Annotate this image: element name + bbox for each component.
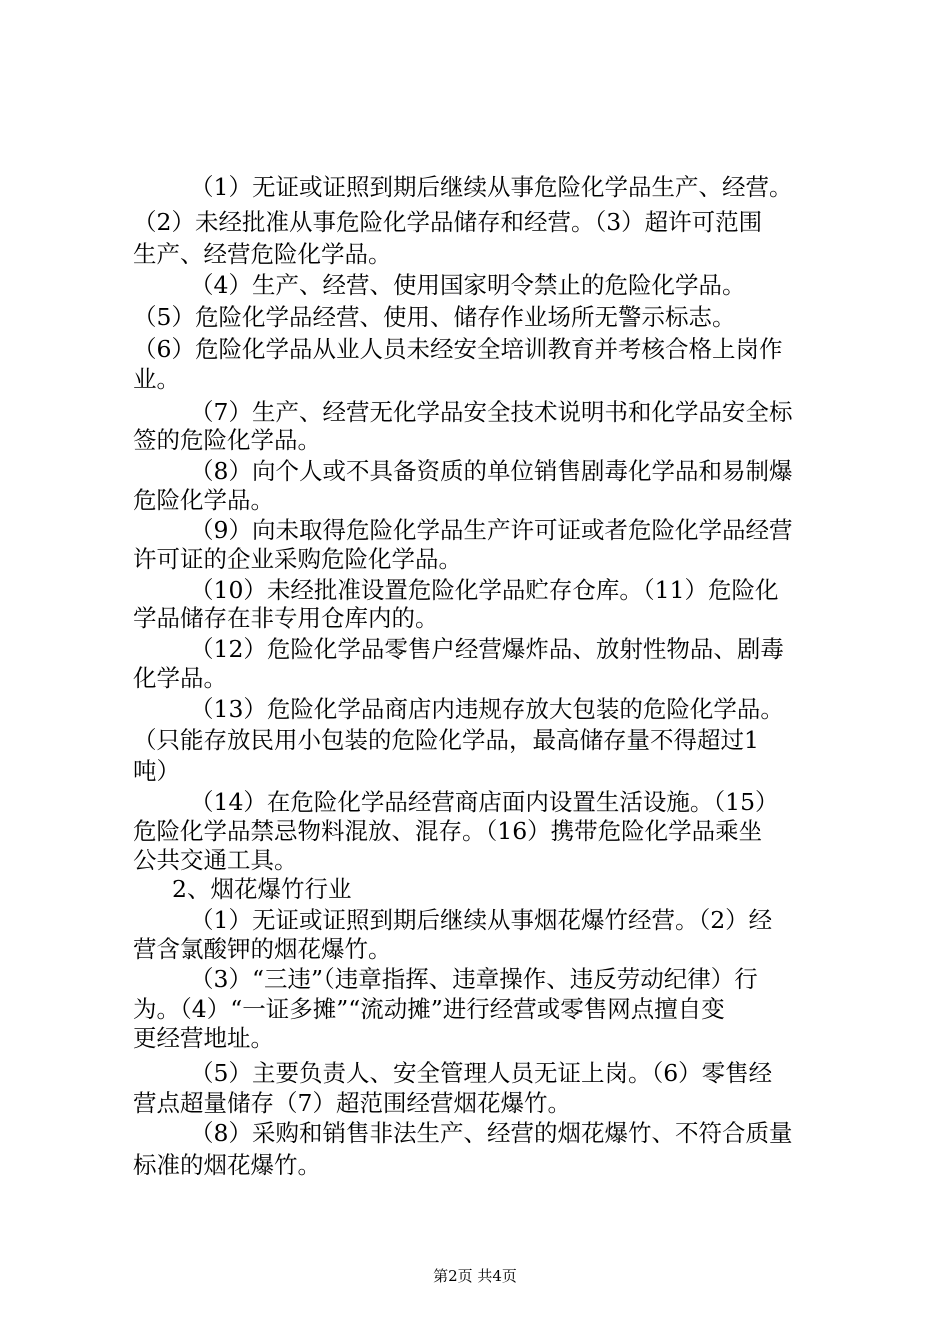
text-line: 标准的烟花爆竹。 xyxy=(133,1151,321,1179)
text-line: 营点超量储存（7）超范围经营烟花爆竹。 xyxy=(133,1089,571,1117)
text-line: 签的危险化学品。 xyxy=(133,426,321,454)
text-line: 生产、经营危险化学品。 xyxy=(133,240,392,268)
text-line: 营含氯酸钾的烟花爆竹。 xyxy=(133,935,392,963)
text-line: 化学品。 xyxy=(133,664,227,692)
text-line: （1）无证或证照到期后继续从事烟花爆竹经营。（2）经 xyxy=(190,906,773,934)
text-line: 学品储存在非专用仓库内的。 xyxy=(133,604,439,632)
text-line: （12）危险化学品零售户经营爆炸品、放射性物品、剧毒 xyxy=(190,635,784,663)
page-number-footer: 第2页 共4页 xyxy=(433,1267,517,1285)
text-line: 许可证的企业采购危险化学品。 xyxy=(133,545,462,573)
text-line: 业。 xyxy=(133,365,180,393)
text-line: （9）向未取得危险化学品生产许可证或者危险化学品经营 xyxy=(190,516,793,544)
text-line: 危险化学品禁忌物料混放、混存。（16）携带危险化学品乘坐 xyxy=(133,817,763,845)
text-line: 危险化学品。 xyxy=(133,486,274,514)
text-line: （只能存放民用小包装的危险化学品，最高储存量不得超过1 xyxy=(133,726,759,754)
text-line: （10）未经批准设置危险化学品贮存仓库。（11）危险化 xyxy=(190,576,779,604)
text-line: （13）危险化学品商店内违规存放大包装的危险化学品。 xyxy=(190,695,784,723)
text-line: （8）向个人或不具备资质的单位销售剧毒化学品和易制爆 xyxy=(190,457,793,485)
text-line: （14）在危险化学品经营商店面内设置生活设施。（15） xyxy=(190,788,779,816)
text-line: （1）无证或证照到期后继续从事危险化学品生产、经营。 xyxy=(190,173,793,201)
text-line: （7）生产、经营无化学品安全技术说明书和化学品安全标 xyxy=(190,398,793,426)
text-line: 公共交通工具。 xyxy=(133,846,298,874)
text-line: （5）危险化学品经营、使用、储存作业场所无警示标志。 xyxy=(133,303,736,331)
text-line: （8）采购和销售非法生产、经营的烟花爆竹、不符合质量 xyxy=(190,1119,793,1147)
text-line: （2）未经批准从事危险化学品储存和经营。（3）超许可范围 xyxy=(133,208,763,236)
section-heading: 2、烟花爆竹行业 xyxy=(172,875,352,903)
text-line: 吨） xyxy=(133,757,180,785)
text-line: 更经营地址。 xyxy=(133,1024,274,1052)
text-line: （6）危险化学品从业人员未经安全培训教育并考核合格上岗作 xyxy=(133,335,783,363)
text-line: （4）生产、经营、使用国家明令禁止的危险化学品。 xyxy=(190,271,746,299)
text-line: 为。（4）“一证多摊”“流动摊”进行经营或零售网点擅自变 xyxy=(133,995,725,1023)
text-line: （5）主要负责人、安全管理人员无证上岗。（6）零售经 xyxy=(190,1059,773,1087)
text-line: （3）“三违”（违章指挥、违章操作、违反劳动纪律）行 xyxy=(190,965,758,993)
